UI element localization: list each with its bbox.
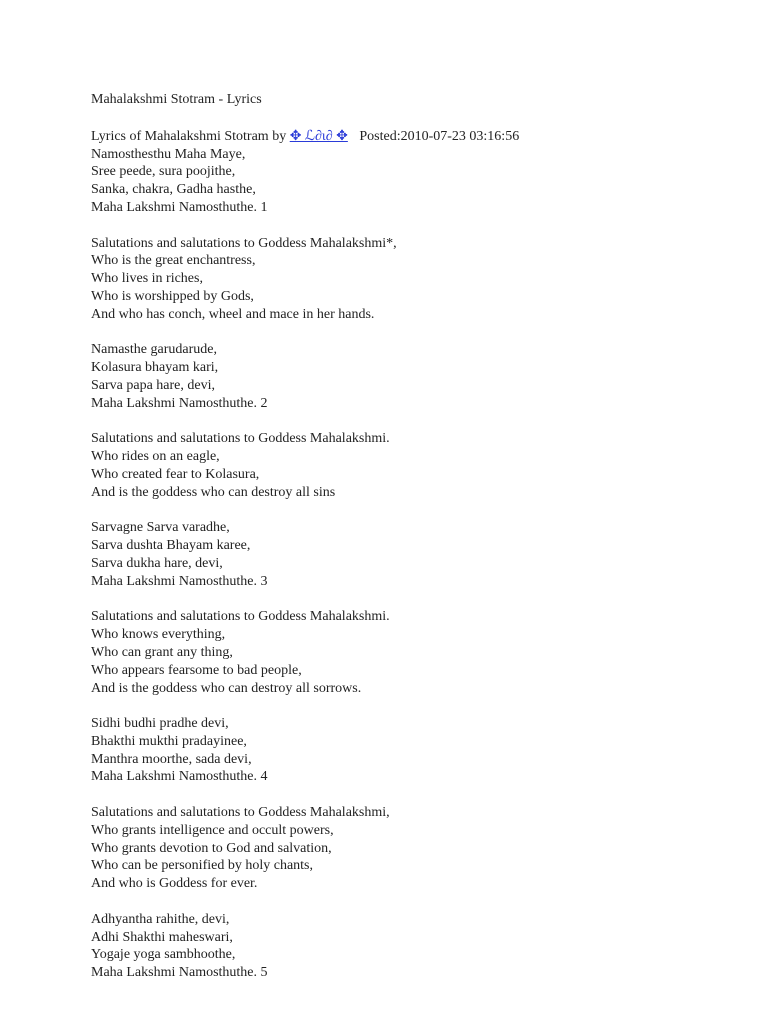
- stanza-line: Sarva papa hare, devi,: [91, 377, 215, 393]
- stanza-line: Sarva dushta Bhayam karee,: [91, 538, 251, 554]
- stanza-list: [91, 146, 751, 982]
- stanza-line: Who is the great enchantress,: [91, 253, 256, 269]
- stanza-line: Who grants devotion to God and salvation,: [91, 840, 332, 856]
- stanza-line: Maha Lakshmi Namosthuthe. 5: [91, 965, 268, 981]
- byline: [91, 128, 751, 146]
- stanza: [91, 146, 751, 217]
- stanza-line: Who is worshipped by Gods,: [91, 288, 254, 304]
- stanza-line: Bhakthi mukthi pradayinee,: [91, 733, 247, 749]
- document-title: Mahalakshmi Stotram - Lyrics: [91, 92, 262, 107]
- stanza-line: Sarvagne Sarva varadhe,: [91, 520, 230, 536]
- stanza-line: And who has conch, wheel and mace in her hands.: [91, 306, 375, 322]
- stanza: [91, 608, 751, 697]
- stanza-line: Sidhi budhi pradhe devi,: [91, 716, 229, 732]
- stanza-line: Sree peede, sura poojithe,: [91, 164, 236, 180]
- stanza-line: Who lives in riches,: [91, 271, 203, 287]
- stanza-line: Who grants intelligence and occult powers,: [91, 822, 334, 838]
- posted-timestamp: Posted:2010-07-23 03:16:56: [359, 128, 520, 144]
- stanza-gap: [91, 893, 751, 911]
- stanza-line: Namosthesthu Maha Maye,: [91, 146, 246, 162]
- stanza: [91, 911, 751, 982]
- stanza-gap: [91, 217, 751, 235]
- author-link[interactable]: ✥ ℒ∂ι∂ ✥: [289, 128, 348, 144]
- stanza-line: Salutations and salutations to Goddess Mahalakshmi*,: [91, 235, 397, 251]
- stanza-gap: [91, 413, 751, 431]
- stanza: [91, 519, 751, 590]
- stanza-line: Who knows everything,: [91, 627, 226, 643]
- stanza-line: Who can grant any thing,: [91, 644, 233, 660]
- stanza: [91, 715, 751, 786]
- stanza-line: Yogaje yoga sambhoothe,: [91, 947, 236, 963]
- stanza-line: Maha Lakshmi Namosthuthe. 3: [91, 573, 268, 589]
- stanza-gap: [91, 324, 751, 342]
- lyrics-document: [91, 91, 751, 982]
- stanza: [91, 341, 751, 412]
- stanza-line: Adhi Shakthi maheswari,: [91, 929, 233, 945]
- stanza-line: Who created fear to Kolasura,: [91, 466, 260, 482]
- stanza-gap: [91, 697, 751, 715]
- stanza-line: Maha Lakshmi Namosthuthe. 4: [91, 769, 268, 785]
- stanza-gap: [91, 786, 751, 804]
- stanza: [91, 235, 751, 324]
- stanza-line: Who rides on an eagle,: [91, 449, 220, 465]
- stanza-line: Maha Lakshmi Namosthuthe. 1: [91, 199, 268, 215]
- stanza-line: Sarva dukha hare, devi,: [91, 555, 223, 571]
- stanza-line: Sanka, chakra, Gadha hasthe,: [91, 182, 256, 198]
- stanza: [91, 804, 751, 893]
- stanza-line: And is the goddess who can destroy all sorrows.: [91, 680, 362, 696]
- byline-prefix: Lyrics of Mahalakshmi Stotram by: [91, 128, 287, 144]
- stanza-gap: [91, 591, 751, 609]
- stanza-line: Salutations and salutations to Goddess Mahalakshmi.: [91, 609, 390, 625]
- stanza-line: Who appears fearsome to bad people,: [91, 662, 302, 678]
- stanza-line: Salutations and salutations to Goddess Mahalakshmi.: [91, 431, 390, 447]
- stanza-line: Namasthe garudarude,: [91, 342, 217, 358]
- stanza-line: Who can be personified by holy chants,: [91, 858, 313, 874]
- stanza-line: Adhyantha rahithe, devi,: [91, 911, 230, 927]
- stanza-line: Maha Lakshmi Namosthuthe. 2: [91, 395, 268, 411]
- stanza-line: Salutations and salutations to Goddess Mahalakshmi,: [91, 805, 390, 821]
- stanza-line: Manthra moorthe, sada devi,: [91, 751, 252, 767]
- stanza-line: And is the goddess who can destroy all sins: [91, 484, 336, 500]
- stanza-gap: [91, 502, 751, 520]
- stanza-line: Kolasura bhayam kari,: [91, 360, 219, 376]
- stanza: [91, 430, 751, 501]
- stanza-line: And who is Goddess for ever.: [91, 876, 258, 892]
